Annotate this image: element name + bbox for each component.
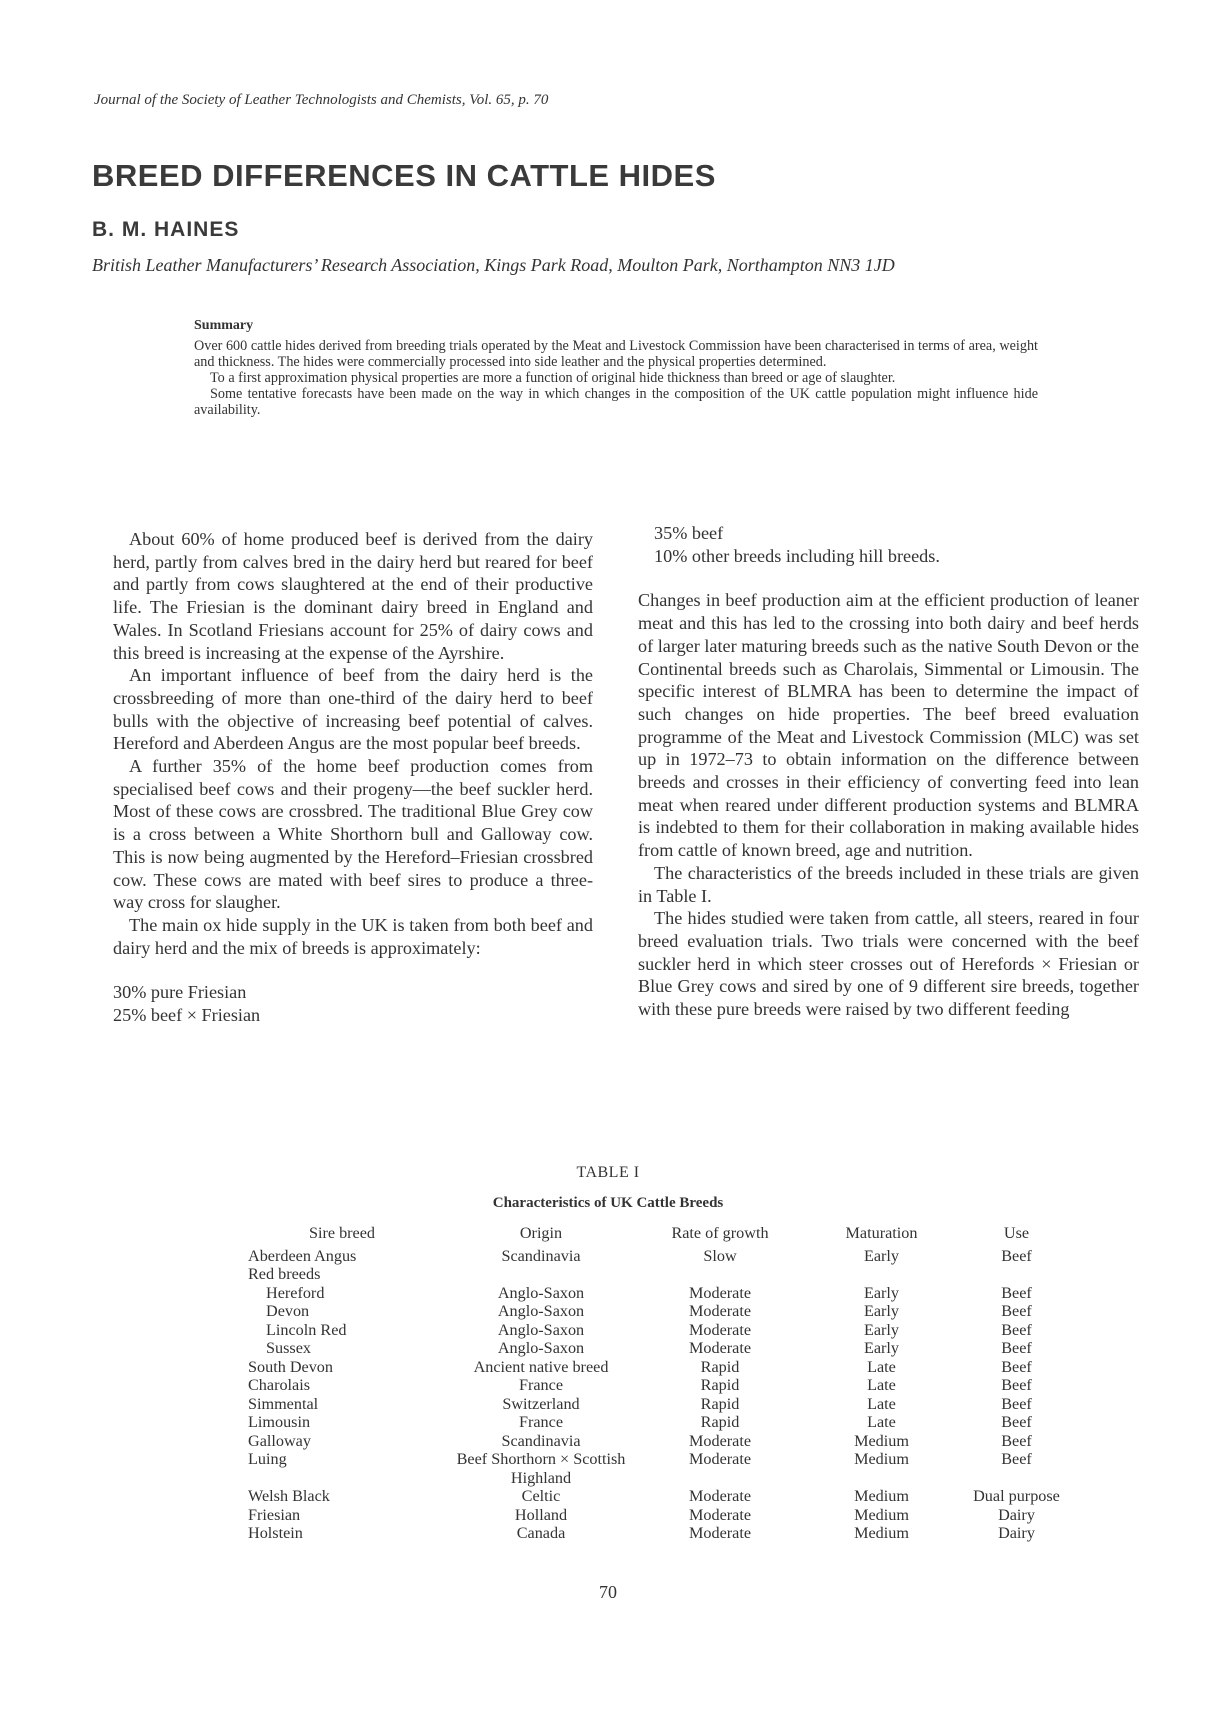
summary-paragraph: Some tentative forecasts have been made on the way in which changes in the composition of the UK cattle population might influence hide availability. xyxy=(194,386,1038,418)
cell-use: Beef xyxy=(1001,1246,1032,1265)
cell-origin: Celtic xyxy=(521,1487,561,1505)
cell-breed: Limousin xyxy=(248,1413,311,1431)
breed-mix-item: 25% beef × Friesian xyxy=(113,1005,261,1026)
cell-origin: Scandinavia xyxy=(501,1431,581,1450)
table-caption: Characteristics of UK Cattle Breeds xyxy=(492,1195,724,1211)
column-header: Rate of growth xyxy=(671,1224,769,1242)
body-paragraph: The hides studied were taken from cattle, all steers, reared in four breed evaluation trials. Two trials were concerned with the beef suckler herd in which steer crosses out of Herefords × Friesian or Blue Grey cows and sired by one of 9 different sire breeds, together with these pure breeds were raised by two different feeding xyxy=(638,908,1139,1020)
table-row xyxy=(248,1413,1064,1432)
cell-growth: Moderate xyxy=(688,1320,752,1339)
cell-use xyxy=(969,1265,1064,1284)
column-header: Origin xyxy=(519,1224,563,1242)
cell-breed: Hereford xyxy=(266,1283,325,1302)
table-row xyxy=(248,1265,1064,1284)
body-paragraph: An important influence of beef from the dairy herd is the crossbreeding of more than one-third of the dairy herd to beef bulls with the objective of increasing beef potential of calves. Hereford and Aberdeen Angus are the most popular beef breeds. xyxy=(113,665,593,754)
cell-breed: Holstein xyxy=(248,1524,303,1542)
cell-maturation: Late xyxy=(867,1413,896,1431)
summary-paragraph: To a first approximation physical properties are more a function of original hide thickness than breed or age of slaughter. xyxy=(210,370,896,386)
table-row xyxy=(248,1395,1064,1414)
cell-use: Beef xyxy=(1001,1450,1032,1468)
cell-origin: Anglo-Saxon xyxy=(497,1320,585,1339)
cell-use: Beef xyxy=(1001,1302,1032,1320)
column-header: Sire breed xyxy=(308,1224,376,1242)
summary-section xyxy=(194,318,1038,418)
cell-breed: South Devon xyxy=(248,1357,333,1376)
cell-breed: Charolais xyxy=(248,1376,311,1394)
cell-use: Beef xyxy=(1001,1339,1032,1357)
cell-breed: Aberdeen Angus xyxy=(248,1246,357,1265)
breed-mix-item: 10% other breeds including hill breeds. xyxy=(654,545,940,566)
summary-paragraph: Over 600 cattle hides derived from breeding trials operated by the Meat and Livestock Commission have been characterised in terms of area, weight and thickness. The hides were commercially processed into side leather and the physical properties determined. xyxy=(194,338,1038,370)
table-row xyxy=(248,1247,1064,1266)
cell-maturation: Late xyxy=(867,1376,896,1394)
cell-maturation: Early xyxy=(863,1283,900,1302)
cell-use: Beef xyxy=(1001,1376,1032,1394)
cell-use: Beef xyxy=(1001,1394,1032,1413)
cell-use: Beef xyxy=(1001,1431,1032,1450)
cell-growth: Moderate xyxy=(688,1450,752,1468)
cell-maturation: Medium xyxy=(854,1450,909,1468)
breed-mix-list-continued xyxy=(638,522,1139,567)
body-paragraph: The main ox hide supply in the UK is taken from both beef and dairy herd and the mix of breeds is approximately: xyxy=(113,914,593,958)
table-row xyxy=(248,1524,1064,1543)
cell-growth: Moderate xyxy=(688,1339,752,1357)
cell-use: Dairy xyxy=(998,1524,1035,1542)
table-row xyxy=(248,1358,1064,1377)
cell-growth xyxy=(646,1265,794,1284)
cell-growth: Moderate xyxy=(688,1283,752,1302)
cell-growth: Moderate xyxy=(688,1487,752,1505)
cell-use: Beef xyxy=(1001,1413,1032,1431)
breed-mix-list xyxy=(113,981,593,1026)
cell-maturation: Late xyxy=(867,1357,896,1376)
summary-heading: Summary xyxy=(194,318,254,333)
column-header: Use xyxy=(1003,1224,1030,1242)
cell-maturation xyxy=(794,1265,969,1284)
body-paragraph: Changes in beef production aim at the efficient production of leaner meat and this has led to the crossing into both dairy and beef herds of larger later maturing breeds such as the native South Devon or the Continental breeds such as Charolais, Simmental or Limousin. The specific interest of BLMRA has been to determine the impact of such changes on hide properties. The beef breed evaluation programme of the Meat and Livestock Commission (MLC) was set up in 1972–73 to obtain information on the difference between breeds and crosses in their efficiency of converting feed into lean meat when reared under different production systems and BLMRA is indebted to them for their collaboration in making available hides from cattle of known breed, age and nutrition. xyxy=(638,590,1139,861)
cell-use: Beef xyxy=(1001,1320,1032,1339)
cell-origin: Canada xyxy=(516,1524,566,1542)
table-header-row xyxy=(248,1224,1064,1247)
cell-growth: Rapid xyxy=(700,1413,740,1431)
cell-breed: Lincoln Red xyxy=(266,1320,347,1339)
cell-maturation: Medium xyxy=(854,1487,909,1505)
cell-breed: Red breeds xyxy=(248,1265,321,1283)
cell-maturation: Early xyxy=(863,1246,900,1265)
cell-origin: Ancient native breed xyxy=(473,1357,609,1376)
cell-origin: Beef Shorthorn × Scottish Highland xyxy=(456,1450,626,1487)
cell-use: Beef xyxy=(1001,1357,1032,1376)
table-row xyxy=(248,1339,1064,1358)
table-row xyxy=(248,1450,1064,1487)
cell-maturation: Early xyxy=(863,1320,900,1339)
cell-maturation: Medium xyxy=(854,1505,909,1524)
cell-origin: Scandinavia xyxy=(501,1246,581,1265)
table-label: TABLE I xyxy=(576,1164,640,1181)
body-paragraph: The characteristics of the breeds included in these trials are given in Table I. xyxy=(638,862,1139,906)
cell-growth: Moderate xyxy=(688,1431,752,1450)
body-paragraph: About 60% of home produced beef is derived from the dairy herd, partly from calves bred in the dairy herd but reared for beef and partly from cows slaughtered at the end of their productive life. The Friesian is the dominant dairy breed in England and Wales. In Scotland Friesians account for 25% of dairy cows and this breed is increasing at the expense of the Ayrshire. xyxy=(113,529,593,663)
cell-growth: Rapid xyxy=(700,1376,740,1394)
body-column-right xyxy=(638,522,1139,1021)
cell-breed: Galloway xyxy=(248,1431,311,1450)
cell-breed: Simmental xyxy=(248,1394,319,1413)
journal-citation: Journal of the Society of Leather Technologists and Chemists, Vol. 65, p. 70 xyxy=(94,92,549,108)
column-header: Maturation xyxy=(845,1224,918,1242)
cell-origin: Switzerland xyxy=(502,1394,580,1413)
cell-breed: Welsh Black xyxy=(248,1487,330,1505)
breed-mix-item: 35% beef xyxy=(654,523,724,543)
cell-origin: Anglo-Saxon xyxy=(497,1283,585,1302)
table-row xyxy=(248,1284,1064,1303)
cell-breed: Friesian xyxy=(248,1505,301,1524)
cell-use: Dairy xyxy=(998,1505,1035,1524)
cell-breed: Luing xyxy=(248,1450,287,1468)
cell-origin: Anglo-Saxon xyxy=(497,1339,585,1357)
cell-breed: Devon xyxy=(266,1302,310,1320)
cell-breed: Sussex xyxy=(266,1339,311,1357)
author-name: B. M. HAINES xyxy=(92,218,240,241)
cell-use: Beef xyxy=(1001,1283,1032,1302)
cell-growth: Rapid xyxy=(700,1357,740,1376)
cell-maturation: Early xyxy=(863,1339,900,1357)
cell-growth: Moderate xyxy=(688,1505,752,1524)
cell-origin xyxy=(436,1265,646,1284)
table-row xyxy=(248,1376,1064,1395)
cell-maturation: Medium xyxy=(854,1431,909,1450)
cell-maturation: Late xyxy=(867,1394,896,1413)
breeds-table xyxy=(248,1224,1064,1543)
cell-origin: France xyxy=(518,1413,564,1431)
cell-growth: Moderate xyxy=(688,1524,752,1542)
body-column-left xyxy=(113,528,593,1027)
cell-growth: Moderate xyxy=(688,1302,752,1320)
table-row xyxy=(248,1321,1064,1340)
article-title: BREED DIFFERENCES IN CATTLE HIDES xyxy=(92,158,716,193)
page-number: 70 xyxy=(599,1582,617,1602)
table-row xyxy=(248,1302,1064,1321)
cell-origin: France xyxy=(518,1376,564,1394)
table-row xyxy=(248,1432,1064,1451)
cell-growth: Slow xyxy=(703,1246,737,1265)
cell-origin: Holland xyxy=(514,1505,568,1524)
cell-maturation: Early xyxy=(863,1302,900,1320)
author-affiliation: British Leather Manufacturers’ Research Association, Kings Park Road, Moulton Park, Northampton NN3 1JD xyxy=(92,255,895,275)
breed-mix-item: 30% pure Friesian xyxy=(113,982,247,1003)
cell-growth: Rapid xyxy=(700,1394,740,1413)
cell-maturation: Medium xyxy=(854,1524,909,1542)
table-row xyxy=(248,1506,1064,1525)
table-row xyxy=(248,1487,1064,1506)
cell-origin: Anglo-Saxon xyxy=(497,1302,585,1320)
body-paragraph: A further 35% of the home beef production comes from specialised beef cows and their progeny—the beef suckler herd. Most of these cows are crossbred. The traditional Blue Grey cow is a cross between a White Shorthorn bull and Galloway cow. This is now being augmented by the Hereford–Friesian crossbred cow. These cows are mated with beef sires to produce a three-way cross for slaugher. xyxy=(113,756,593,913)
cell-use: Dual purpose xyxy=(973,1487,1060,1505)
